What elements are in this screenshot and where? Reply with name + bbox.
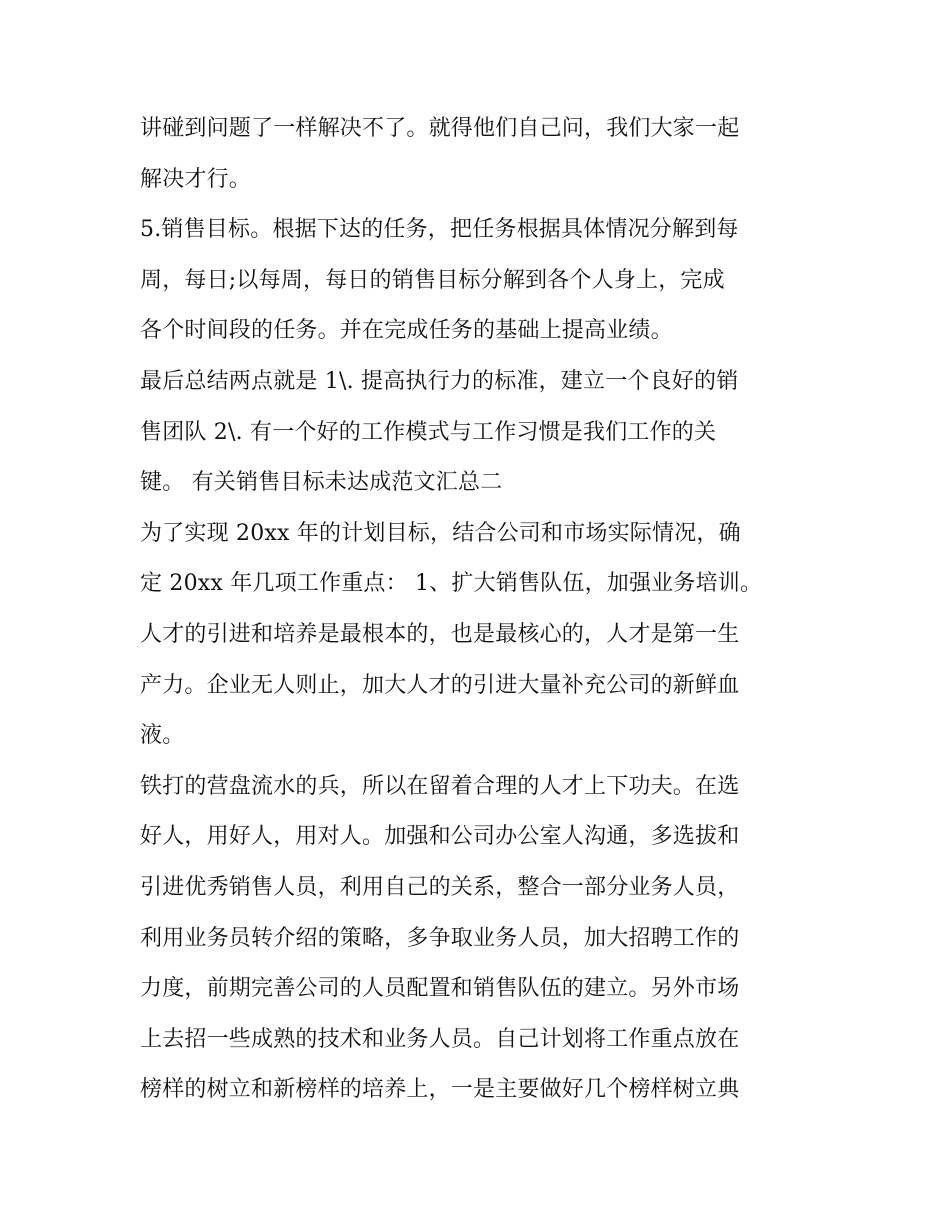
text-line: 力度，前期完善公司的人员配置和销售队伍的建立。另外市场 bbox=[140, 976, 740, 1002]
text-line: 定 20xx 年几项工作重点： 1、扩大销售队伍，加强业务培训。 bbox=[140, 571, 763, 597]
text-line: 利用业务员转介绍的策略，多争取业务人员，加大招聘工作的 bbox=[140, 925, 740, 951]
text-line: 榜样的树立和新榜样的培养上，一是主要做好几个榜样树立典 bbox=[140, 1077, 740, 1103]
text-line: 好人，用好人，用对人。加强和公司办公室人沟通，多选拔和 bbox=[140, 824, 740, 850]
text-line: 液。 bbox=[140, 723, 185, 749]
text-line: 售团队 2\. 有一个好的工作模式与工作习惯是我们工作的关 bbox=[140, 419, 717, 445]
section-heading-line: 键。 有关销售目标未达成范文汇总二 bbox=[140, 470, 503, 496]
text-line: 最后总结两点就是 1\. 提高执行力的标准，建立一个良好的销 bbox=[140, 368, 739, 394]
text-line: 解决才行。 bbox=[140, 166, 252, 192]
document-body bbox=[140, 104, 820, 1116]
text-line: 铁打的营盘流水的兵，所以在留着合理的人才上下功夫。在选 bbox=[140, 773, 740, 799]
text-line: 产力。企业无人则止，加大人才的引进大量补充公司的新鲜血 bbox=[140, 672, 740, 698]
text-line: 各个时间段的任务。并在完成任务的基础上提高业绩。 bbox=[140, 318, 673, 344]
text-line: 引进优秀销售人员，利用自己的关系，整合一部分业务人员， bbox=[140, 874, 740, 900]
text-line: 5.销售目标。根据下达的任务，把任务根据具体情况分解到每 bbox=[140, 217, 739, 243]
text-line: 人才的引进和培养是最根本的，也是最核心的，人才是第一生 bbox=[140, 621, 740, 647]
text-line: 讲碰到问题了一样解决不了。就得他们自己问，我们大家一起 bbox=[140, 116, 740, 141]
text-line: 周，每日;以每周，每日的销售目标分解到各个人身上，完成 bbox=[140, 267, 725, 293]
text-line: 为了实现 20xx 年的计划目标，结合公司和市场实际情况，确 bbox=[140, 520, 741, 546]
text-line: 上去招一些成熟的技术和业务人员。自己计划将工作重点放在 bbox=[140, 1026, 740, 1052]
